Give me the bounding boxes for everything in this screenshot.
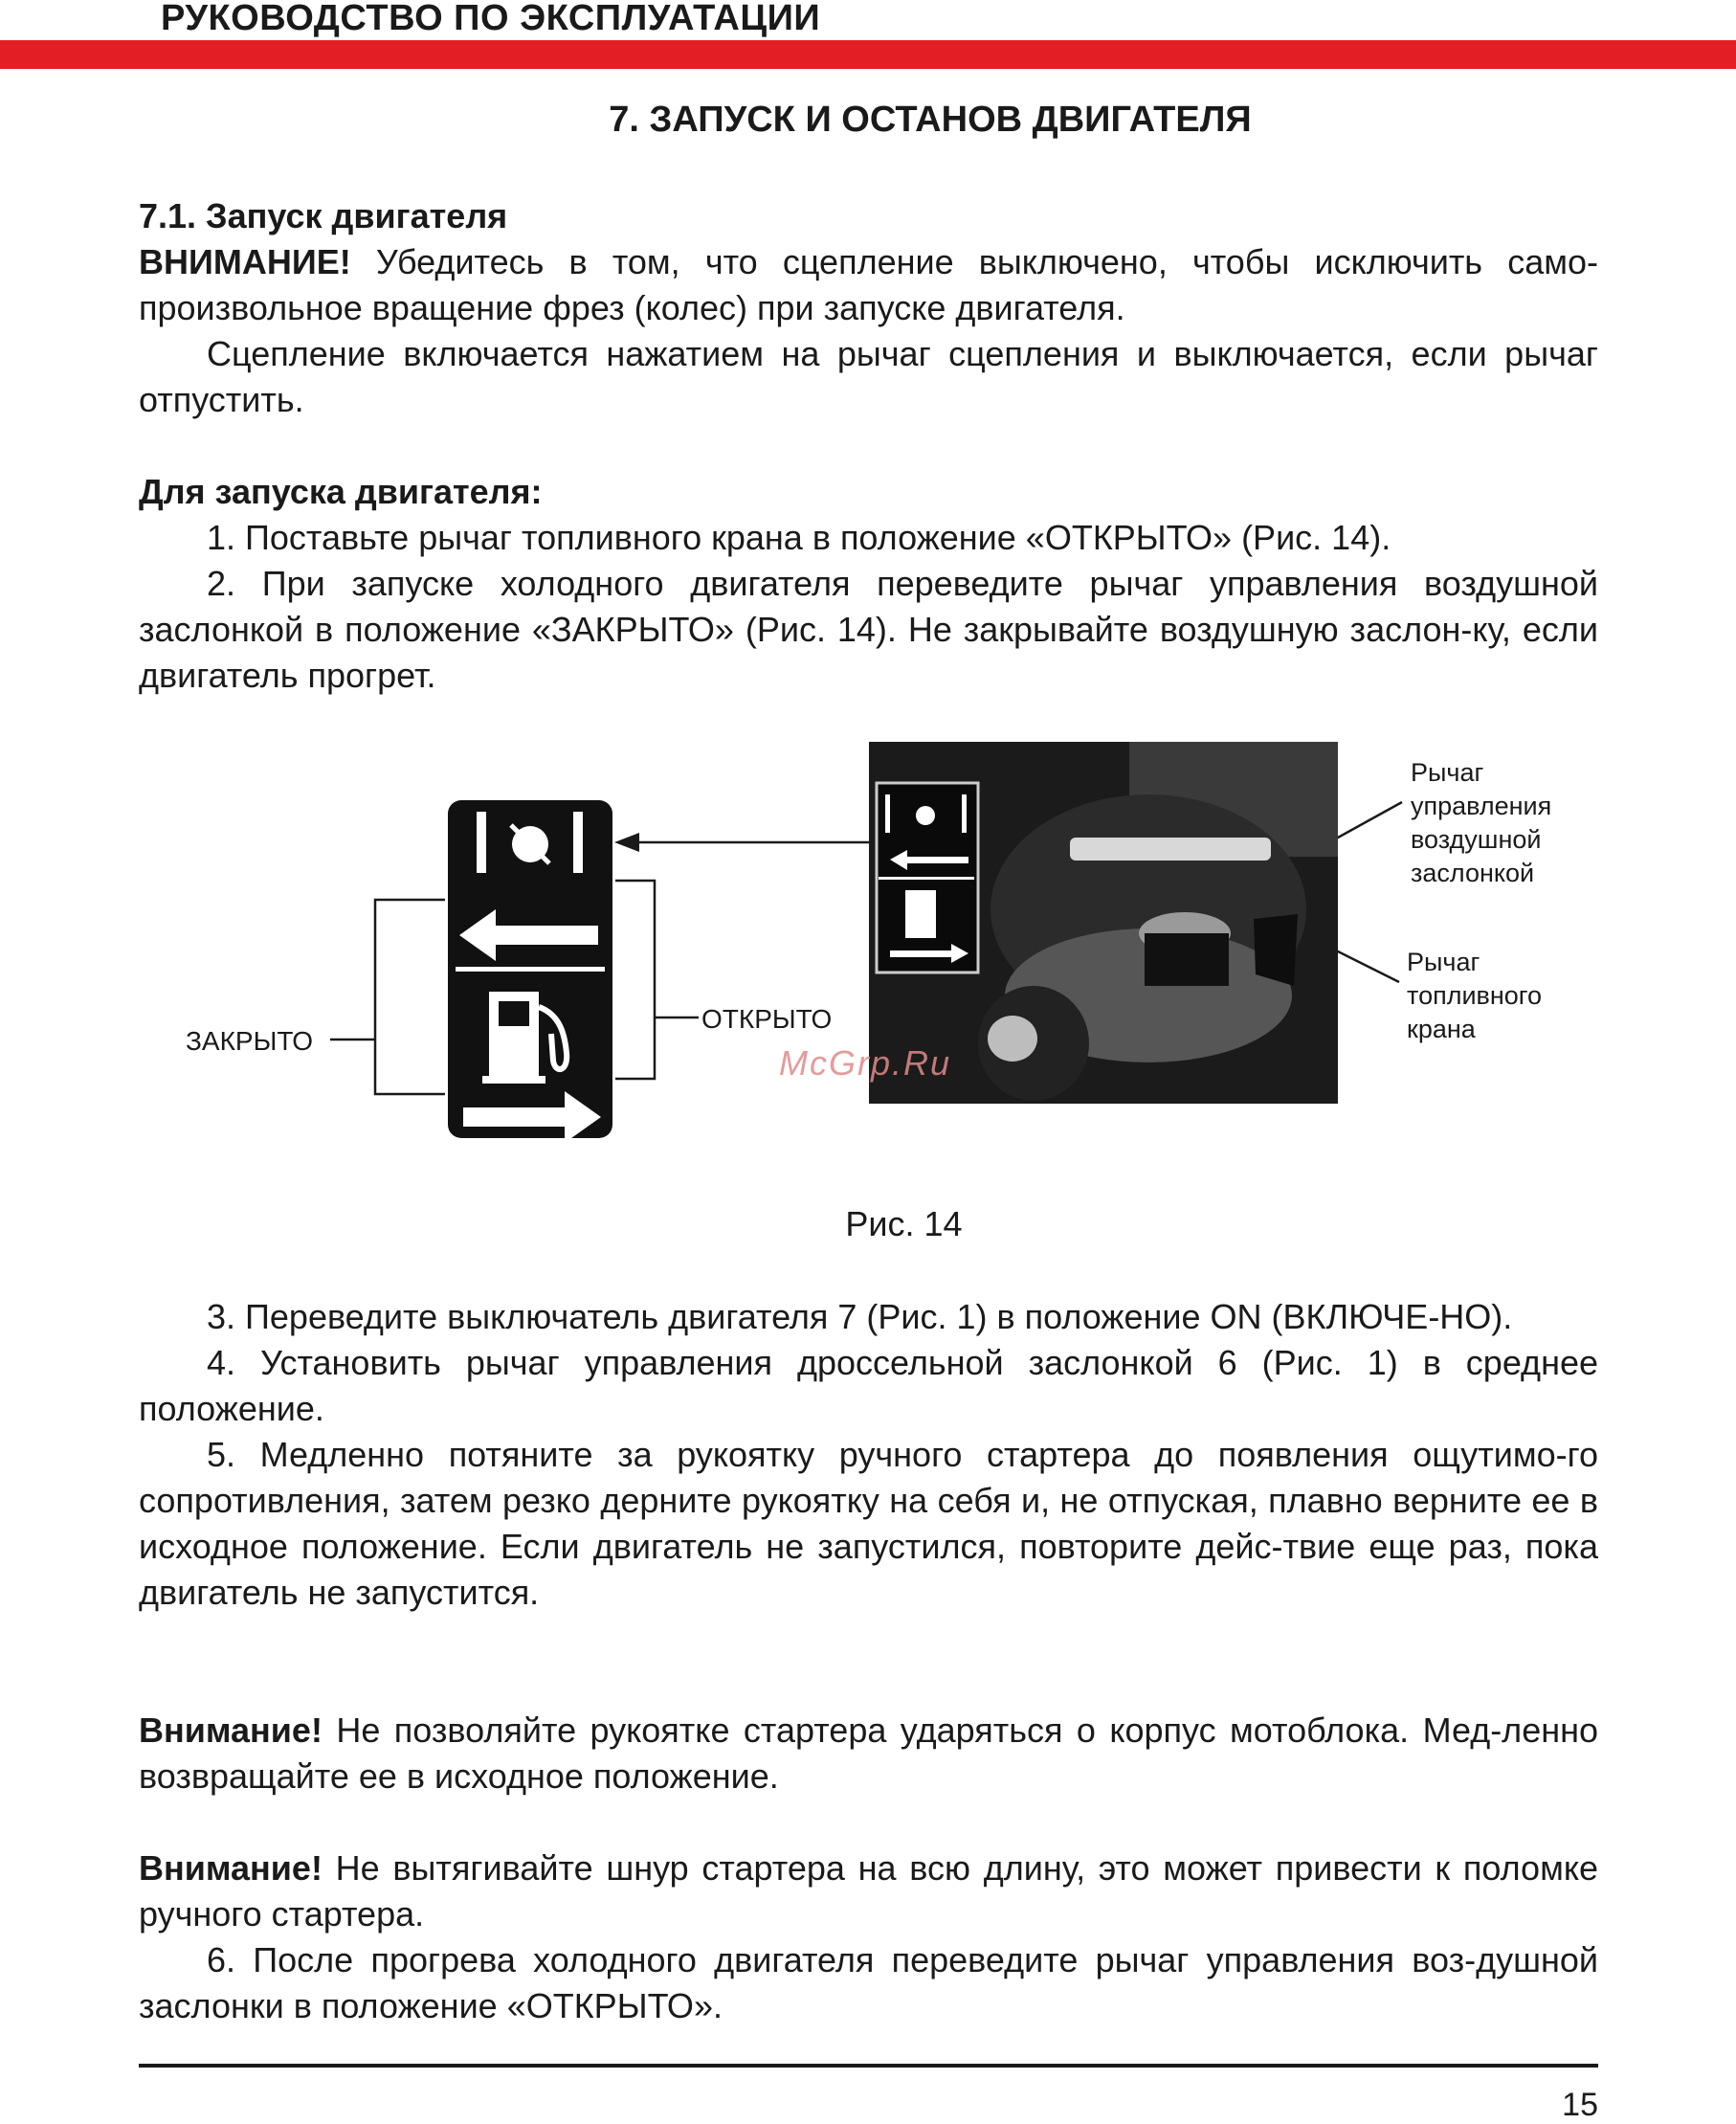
choke-fuel-symbol-panel: [448, 800, 612, 1143]
page-number: 15: [1562, 2087, 1598, 2123]
label-fuel-line2: топливного: [1407, 981, 1543, 1010]
header-red-band: [0, 40, 1736, 69]
subsection-title: 7.1. Запуск двигателя: [139, 196, 508, 235]
warning-text: Убедитесь в том, что сцепление выключено, чтобы исключить само-произвольное вращение фрез (колес) при запуске двигателя.: [139, 242, 1598, 327]
step-6: 6. После прогрева холодного двигателя переведите рычаг управления воз-душной заслонки в положение «ОТКРЫТО».: [139, 1940, 1598, 2025]
manual-header-title: РУКОВОДСТВО ПО ЭКСПЛУАТАЦИИ: [161, 0, 821, 38]
figure-caption: Рис. 14: [845, 1204, 963, 1243]
label-fuel-line1: Рычаг: [1407, 948, 1480, 976]
step-5: 5. Медленно потяните за рукоятку ручного стартера до появления ощутимо-го сопротивления, затем резко дерните рукоятку на себя и, не отпуская, плавно верните ее в исходное положение. Если двигатель не запустился, повторите дейс-твие еще раз, пока двигатель не запустится.: [139, 1435, 1598, 1612]
note-1-text: Не позволяйте рукоятке стартера ударяться о корпус мотоблока. Мед-ленно возвращайте ее в исходное положение.: [139, 1710, 1598, 1796]
figure-drawing: [0, 727, 1736, 1149]
figure-14: [0, 727, 1736, 1149]
section-title: 7. ЗАПУСК И ОСТАНОВ ДВИГАТЕЛЯ: [609, 100, 1252, 140]
steps-block: [139, 1294, 1598, 1616]
warning-paragraph: [139, 239, 1598, 331]
label-choke-line4: заслонкой: [1411, 859, 1535, 887]
step-4: 4. Установить рычаг управления дроссельной заслонкой 6 (Рис. 1) в среднее положение.: [139, 1343, 1598, 1428]
footer-rule: [139, 2064, 1598, 2068]
note-2: [139, 1845, 1598, 2029]
start-block: [139, 469, 1598, 699]
label-closed: ЗАКРЫТО: [186, 1026, 313, 1056]
clutch-paragraph: Сцепление включается нажатием на рычаг сцепления и выключается, если рычаг отпустить.: [139, 334, 1598, 419]
note-1: [139, 1708, 1598, 1800]
warning-label: ВНИМАНИЕ!: [139, 242, 351, 281]
step-1: 1. Поставьте рычаг топливного крана в положение «ОТКРЫТО» (Рис. 14).: [207, 518, 1391, 557]
label-open: ОТКРЫТО: [701, 1004, 833, 1034]
step-3: 3. Переведите выключатель двигателя 7 (Рис. 1) в положение ON (ВКЛЮЧЕ-НО).: [207, 1297, 1513, 1336]
label-choke-line1: Рычаг: [1411, 758, 1484, 787]
label-choke-line2: управления: [1411, 792, 1552, 820]
note-1-label: Внимание!: [139, 1710, 323, 1750]
intro-block: [139, 193, 1598, 423]
step-2: 2. При запуске холодного двигателя переведите рычаг управления воздушной заслонкой в положение «ЗАКРЫТО» (Рис. 14). Не закрывайте воздушную заслон-ку, если двигатель прогрет.: [139, 564, 1598, 695]
label-fuel-line3: крана: [1407, 1015, 1476, 1043]
note-2-label: Внимание!: [139, 1848, 323, 1888]
watermark: McGrp.Ru: [779, 1043, 952, 1083]
label-choke-line3: воздушной: [1411, 825, 1542, 854]
note-2-text: Не вытягивайте шнур стартера на всю длину, это может привести к поломке ручного стартера.: [139, 1848, 1598, 1934]
start-heading: Для запуска двигателя:: [139, 472, 543, 511]
